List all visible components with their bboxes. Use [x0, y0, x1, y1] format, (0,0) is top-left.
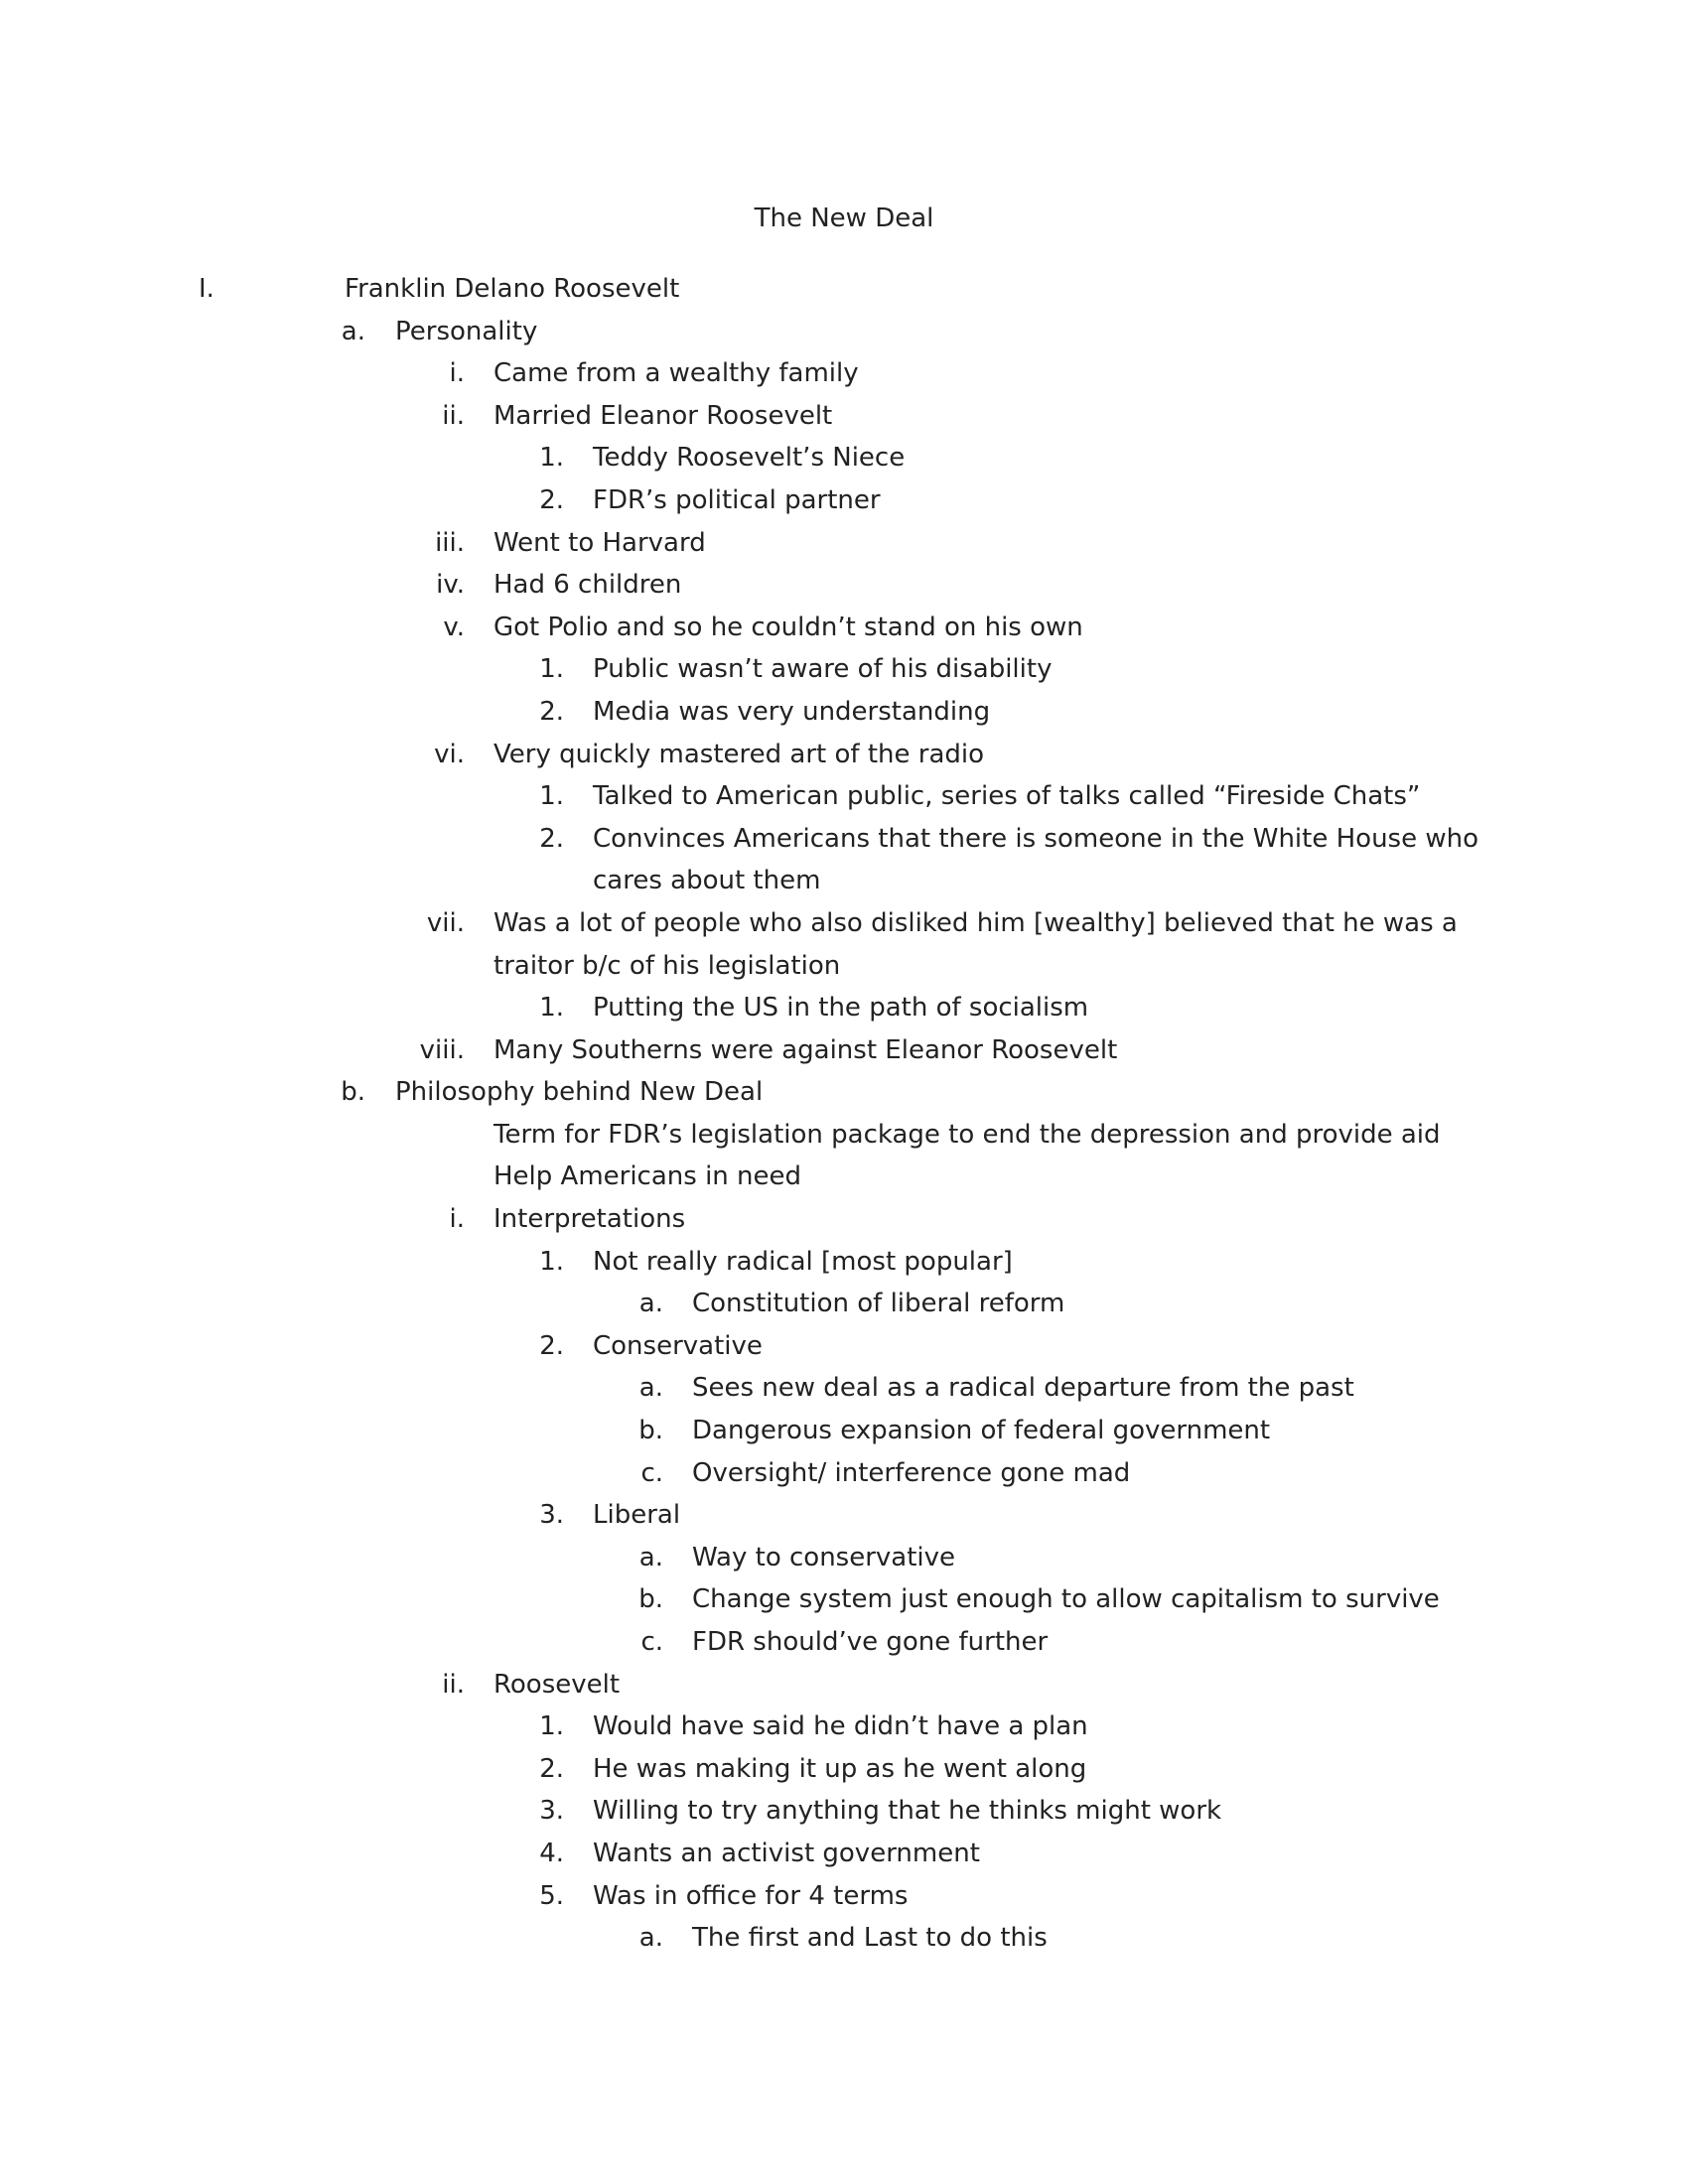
item-text: Teddy Roosevelt’s Niece [593, 443, 906, 474]
item-marker: 1. [539, 781, 564, 812]
item-marker: b. [638, 1416, 663, 1446]
item-marker: 2. [539, 484, 564, 515]
outline-item [0, 314, 1688, 356]
item-text: Putting the US in the path of socialism [593, 993, 1089, 1024]
item-text: Change system just enough to allow capitalism to survive [692, 1584, 1440, 1615]
outline-item [0, 1455, 1688, 1498]
outline-item [0, 1624, 1688, 1667]
item-marker: ii. [442, 1669, 465, 1700]
item-marker: 5. [539, 1880, 564, 1911]
outline-item [0, 525, 1688, 568]
item-marker: I. [199, 274, 214, 304]
item-text: Franklin Delano Roosevelt [345, 274, 680, 304]
item-text: Interpretations [493, 1204, 686, 1235]
item-marker: b. [341, 1077, 365, 1108]
outline-item [0, 821, 1688, 864]
item-text: Willing to try anything that he thinks might work [593, 1796, 1222, 1827]
item-marker: c. [640, 1627, 663, 1657]
item-marker: 1. [539, 1711, 564, 1742]
outline-continuation [0, 1117, 1688, 1160]
outline-item [0, 778, 1688, 821]
item-marker: 1. [539, 443, 564, 474]
outline-item [0, 482, 1688, 525]
item-marker: a. [638, 1542, 663, 1572]
item-marker: 1. [539, 993, 564, 1024]
item-text: cares about them [593, 866, 821, 896]
item-text: Convinces Americans that there is someone in the White House who [593, 823, 1478, 854]
outline-item [0, 1920, 1688, 1963]
item-text: FDR should’ve gone further [692, 1627, 1049, 1657]
outline-item [0, 1708, 1688, 1751]
outline-item [0, 694, 1688, 737]
outline-continuation [0, 1159, 1688, 1201]
outline-item [0, 1328, 1688, 1371]
outline-item [0, 1201, 1688, 1244]
item-text: Roosevelt [493, 1669, 621, 1700]
item-marker: ii. [442, 400, 465, 431]
item-text: Constitution of liberal reform [692, 1289, 1065, 1319]
item-marker: a. [341, 316, 365, 346]
item-text: Married Eleanor Roosevelt [493, 400, 833, 431]
item-marker: 2. [539, 1753, 564, 1784]
item-text: Was in office for 4 terms [593, 1880, 909, 1911]
item-text: FDR’s political partner [593, 484, 881, 515]
outline-item [0, 1286, 1688, 1328]
item-marker: a. [638, 1373, 663, 1404]
item-marker: 2. [539, 696, 564, 727]
item-text: Public wasn’t aware of his disability [593, 654, 1053, 685]
item-marker: 1. [539, 1246, 564, 1277]
outline-item [0, 1032, 1688, 1075]
outline-item [0, 651, 1688, 694]
item-text: Talked to American public, series of talks called “Fireside Chats” [593, 781, 1421, 812]
outline-item [0, 737, 1688, 779]
item-marker: 2. [539, 823, 564, 854]
item-marker: i. [449, 358, 465, 389]
outline-item [0, 1370, 1688, 1413]
outline-item [0, 355, 1688, 398]
item-marker: iii. [435, 527, 465, 558]
item-marker: 3. [539, 1796, 564, 1827]
item-text: Not really radical [most popular] [593, 1246, 1013, 1277]
item-text: He was making it up as he went along [593, 1753, 1087, 1784]
item-marker: i. [449, 1204, 465, 1235]
outline-item [0, 1836, 1688, 1878]
outline-item [0, 1497, 1688, 1540]
item-text: Personality [395, 316, 538, 346]
item-text: Liberal [593, 1500, 681, 1531]
outline-item [0, 1074, 1688, 1117]
outline-item [0, 1751, 1688, 1794]
item-text: Way to conservative [692, 1542, 956, 1572]
item-text: Philosophy behind New Deal [395, 1077, 764, 1108]
item-marker: 1. [539, 654, 564, 685]
outline-item [0, 1244, 1688, 1287]
item-text: Oversight/ interference gone mad [692, 1457, 1131, 1488]
page-title: The New Deal [754, 204, 934, 233]
item-marker: a. [638, 1923, 663, 1954]
outline-item [0, 905, 1688, 948]
item-text: Sees new deal as a radical departure from the past [692, 1373, 1354, 1404]
outline-item [0, 990, 1688, 1032]
outline-item [0, 610, 1688, 652]
outline-item [0, 1581, 1688, 1624]
item-marker: viii. [419, 1034, 465, 1065]
outline-item [0, 1540, 1688, 1582]
item-marker: 3. [539, 1500, 564, 1531]
item-text: Term for FDR’s legislation package to end the depression and provide aid [493, 1119, 1441, 1150]
item-marker: a. [638, 1289, 663, 1319]
outline-item [0, 398, 1688, 441]
item-marker: 2. [539, 1330, 564, 1361]
outline-item [0, 440, 1688, 482]
item-text: traitor b/c of his legislation [493, 950, 841, 981]
item-marker: v. [443, 612, 465, 642]
item-marker: c. [640, 1457, 663, 1488]
outline-item [0, 1878, 1688, 1921]
outline-item [0, 271, 1688, 314]
item-text: Came from a wealthy family [493, 358, 859, 389]
outline-item [0, 1667, 1688, 1709]
outline-item [0, 1413, 1688, 1455]
item-text: Conservative [593, 1330, 763, 1361]
item-text: The first and Last to do this [692, 1923, 1048, 1954]
item-text: Dangerous expansion of federal government [692, 1416, 1271, 1446]
item-marker: 4. [539, 1838, 564, 1868]
outline-list [0, 271, 1688, 1963]
item-text: Went to Harvard [493, 527, 706, 558]
item-marker: vii. [426, 907, 465, 938]
item-text: Got Polio and so he couldn’t stand on his own [493, 612, 1083, 642]
outline-item [0, 1793, 1688, 1836]
item-text: Very quickly mastered art of the radio [493, 739, 985, 769]
outline-item [0, 567, 1688, 610]
outline-continuation [0, 948, 1688, 991]
item-marker: iv. [436, 570, 465, 601]
item-text: Was a lot of people who also disliked him [wealthy] believed that he was a [493, 907, 1458, 938]
item-marker: b. [638, 1584, 663, 1615]
item-marker: vi. [434, 739, 465, 769]
item-text: Media was very understanding [593, 696, 991, 727]
outline-continuation [0, 863, 1688, 905]
item-text: Wants an activist government [593, 1838, 980, 1868]
item-text: Would have said he didn’t have a plan [593, 1711, 1088, 1742]
item-text: Had 6 children [493, 570, 682, 601]
item-text: Many Southerns were against Eleanor Roosevelt [493, 1034, 1118, 1065]
item-text: Help Americans in need [493, 1161, 802, 1192]
